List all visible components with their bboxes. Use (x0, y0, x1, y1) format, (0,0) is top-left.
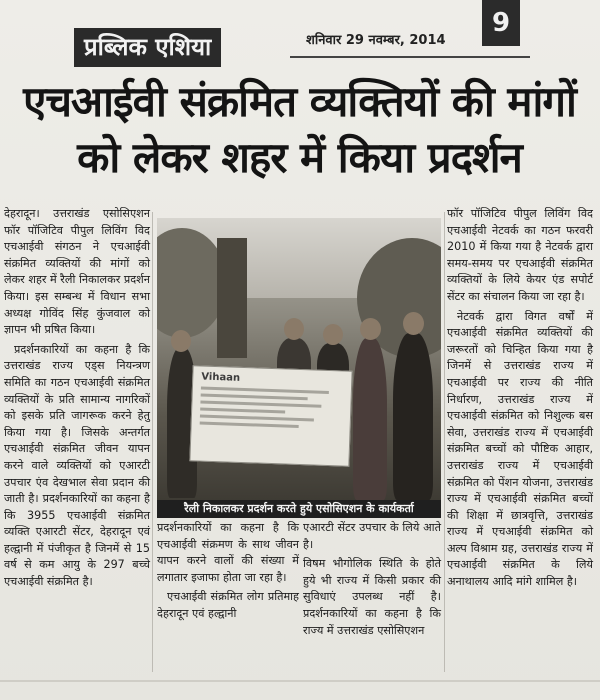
photo-head (323, 324, 343, 345)
photo-head (403, 312, 424, 335)
masthead (0, 0, 600, 62)
protest-banner (189, 365, 352, 467)
article-column-4 (447, 206, 593, 594)
column-divider (152, 212, 153, 672)
paragraph: एचआईवी संक्रमित लोग प्रतिमाह देहरादून एवं हल्द्वानी (157, 590, 299, 620)
rally-photo (157, 218, 441, 500)
paragraph: प्रदर्शनकारियों का कहना है कि उत्तराखंड राज्य एड्स नियन्त्रण समिति का गठन एचआईवी संक्रमित व्यक्तियों के प्रति सामान्य नागरिकों को इसके प्रति जागरूक करने हेतु किया गया है। जिसके अन्तर्गत एचआईवी संक्रमित जीवन यापन करने वाले व्यक्तियों को एआरटी उपचार एंव देखभाल सेवा प्रदान की जाती है। प्रदर्शनकारियों का कहना है कि 3955 एचआईवी संक्रमित व्यक्ति एआरटी सेंटर, देहरादून एवं हल्द्वानी में पंजीकृत है जिनमें से 15 वर्ष से कम आयु के 297 बच्चे एचआईवी संक्रमित है। (4, 342, 150, 589)
paragraph: प्रदर्शनकारियों का कहना है कि एचआईवी संक्रमण के साथ जीवन यापन करने वालों की संख्या में लगातार इजाफा होता जा रहा है। (157, 521, 299, 584)
bottom-rule (0, 680, 600, 682)
paragraph: देहरादून। उत्तराखंड एसोसिएशन फॉर पॉजिटिव पीपुल लिविंग विद एचआईवी संगठन ने एचआईवी संक्रमित व्यक्तियों की मांगों को लेकर शहर में रैली निकालकर प्रदर्शन किया। इस सम्बन्ध में विधान सभा अध्यक्ष गोविंद सिंह कुंजवाल को ज्ञापन भी प्रषित किया। (4, 207, 150, 337)
page-number: 9 (482, 0, 520, 46)
paragraph: नेटवर्क द्वारा विगत वर्षों में एचआईवी संक्रमित व्यक्तियों की जरूरतों को चिन्हित किया गया है जिनमें से उत्तराखंड राज्य में एचआईवी पर राज्य की नीति निर्धारण, उत्तराखंड राज्य में एचआईवी संक्रमित को निशुल्क बस सेवा, उत्तराखंड राज्य में एचआईवी संक्रमित बच्चों को पौष्टिक आहार, उत्तराखंड राज्य में एचआईवी संक्रमित को पेंशन योजना, उत्तराखंड राज्य में एचआईवी संक्रमित बच्चों की शिक्षा में छात्रवृत्ति, उत्तराखंड राज्य में एचआईवी संक्रमित को अल्प विश्राम ग्रह, उत्तराखंड राज्य में एचआईवी संक्रमित के लिये अनाथालय आदि मांगे शामिल है। (447, 309, 593, 589)
headline-line-2: को लेकर शहर में किया प्रदर्शन (77, 133, 522, 182)
photo-gate (217, 238, 247, 358)
paragraph: फॉर पॉजिटिव पीपुल लिविंग विद एचआईवी नेटवर्क का गठन फरवरी 2010 में किया गया है नेटवर्क द्वारा समय-समय पर एचआईवी संक्रमित व्यक्तियों के लिये केयर एंड सपोर्ट सेंटर का संचालन किया जा रहा है। (447, 207, 593, 303)
headline (12, 74, 587, 186)
headline-line-1: एचआईवी संक्रमित व्यक्तियों की मांगों (23, 77, 576, 126)
banner-brand: Vihaan (201, 371, 241, 384)
masthead-rule (290, 56, 530, 58)
photo-person (353, 338, 387, 500)
photo-caption: रैली निकालकर प्रदर्शन करते हुये एसोसिएशन के कार्यकर्ता (157, 500, 441, 518)
issue-date: शनिवार 29 नवम्बर, 2014 (306, 33, 446, 48)
photo-person (393, 333, 433, 500)
paper-name: प्रब्लिक एशिया (74, 28, 221, 67)
photo-head (171, 330, 191, 352)
photo-head (360, 318, 381, 340)
photo-head (284, 318, 304, 340)
paragraph: एआरटी सेंटर उपचार के लिये आते है। (303, 521, 441, 551)
column-divider (444, 212, 445, 672)
article-column-2 (157, 520, 299, 626)
paragraph: विषम भौगोलिक स्थिति के होते हुये भी राज्य में किसी प्रकार की सुविधाएं उपलब्ध नहीं है। प्रदर्शनकारियों का कहना है कि राज्य में उत्तराखंड एसोसिएशन (303, 557, 441, 637)
article-column-3 (303, 520, 441, 642)
article-column-1 (4, 206, 150, 594)
